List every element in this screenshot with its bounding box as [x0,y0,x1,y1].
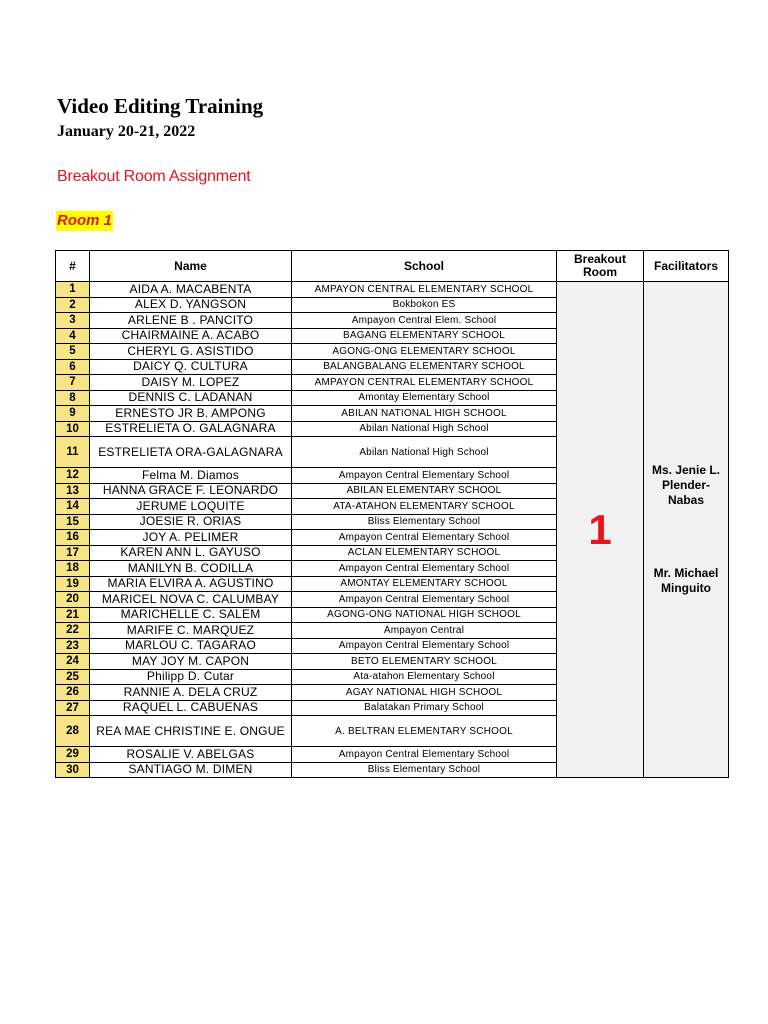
document-date: January 20-21, 2022 [57,123,196,140]
participant-name: JOESIE R. ORIAS [90,514,292,530]
participant-school: AGONG-ONG ELEMENTARY SCHOOL [292,344,557,360]
participant-name: CHAIRMAINE A. ACABO [90,328,292,344]
participant-name: ERNESTO JR B. AMPONG [90,406,292,422]
participant-name: JOY A. PELIMER [90,530,292,546]
row-number: 2 [56,297,90,313]
participant-name: RAQUEL L. CABUENAS [90,700,292,716]
participant-name: REA MAE CHRISTINE E. ONGUE [90,716,292,747]
row-number: 21 [56,607,90,623]
breakout-room-number: 1 [557,282,644,778]
participant-school: Bliss Elementary School [292,762,557,778]
participant-name: ESTRELIETA O. GALAGNARA [90,421,292,437]
participant-name: AIDA A. MACABENTA [90,282,292,298]
participant-school: Abilan National High School [292,437,557,468]
row-number: 11 [56,437,90,468]
row-number: 1 [56,282,90,298]
participant-school: Ampayon Central Elementary School [292,638,557,654]
row-number: 15 [56,514,90,530]
participant-school: Abilan National High School [292,421,557,437]
participant-name: MAY JOY M. CAPON [90,654,292,670]
row-number: 4 [56,328,90,344]
row-number: 25 [56,669,90,685]
participant-school: BALANGBALANG ELEMENTARY SCHOOL [292,359,557,375]
participant-name: MARLOU C. TAGARAO [90,638,292,654]
row-number: 7 [56,375,90,391]
document-title: Video Editing Training [57,94,264,118]
participant-school: AMPAYON CENTRAL ELEMENTARY SCHOOL [292,282,557,298]
participant-name: CHERYL G. ASISTIDO [90,344,292,360]
participant-school: ATA-ATAHON ELEMENTARY SCHOOL [292,499,557,515]
participant-name: SANTIAGO M. DIMEN [90,762,292,778]
row-number: 14 [56,499,90,515]
row-number: 8 [56,390,90,406]
header-num: # [56,251,90,282]
row-number: 22 [56,623,90,639]
row-number: 12 [56,468,90,484]
row-number: 9 [56,406,90,422]
participant-name: MANILYN B. CODILLA [90,561,292,577]
row-number: 16 [56,530,90,546]
row-number: 29 [56,747,90,763]
participant-name: DENNIS C. LADANAN [90,390,292,406]
participant-name: MARICEL NOVA C. CALUMBAY [90,592,292,608]
participant-school: Amontay Elementary School [292,390,557,406]
row-number: 23 [56,638,90,654]
participant-school: Ampayon Central Elementary School [292,747,557,763]
participant-name: DAISY M. LOPEZ [90,375,292,391]
table-row [56,282,729,298]
participant-school: Ampayon Central Elementary School [292,530,557,546]
participant-name: Felma M. Diamos [90,468,292,484]
header-school: School [292,251,557,282]
row-number: 10 [56,421,90,437]
participant-name: RANNIE A. DELA CRUZ [90,685,292,701]
participant-school: ABILAN NATIONAL HIGH SCHOOL [292,406,557,422]
row-number: 26 [56,685,90,701]
facilitator-spacer [644,508,728,566]
participant-school: Bokbokon ES [292,297,557,313]
room-label: Room 1 [57,212,113,229]
row-number: 27 [56,700,90,716]
row-number: 3 [56,313,90,329]
header-facilitators: Facilitators [644,251,729,282]
participant-school: AMPAYON CENTRAL ELEMENTARY SCHOOL [292,375,557,391]
participant-name: KAREN ANN L. GAYUSO [90,545,292,561]
participant-school: Ampayon Central [292,623,557,639]
table-body [56,282,729,778]
participant-school: Bliss Elementary School [292,514,557,530]
participant-name: JERUME LOQUITE [90,499,292,515]
breakout-heading: Breakout Room Assignment [57,168,251,185]
facilitator-name: Ms. Jenie L. Plender-Nabas [651,463,721,507]
header-breakout-room: Breakout Room [557,251,644,282]
participant-school: Ampayon Central Elementary School [292,561,557,577]
participant-name: MARICHELLE C. SALEM [90,607,292,623]
participant-school: BAGANG ELEMENTARY SCHOOL [292,328,557,344]
participant-school: A. BELTRAN ELEMENTARY SCHOOL [292,716,557,747]
participant-name: ESTRELIETA ORA-GALAGNARA [90,437,292,468]
participant-name: ALEX D. YANGSON [90,297,292,313]
participant-school: AGONG-ONG NATIONAL HIGH SCHOOL [292,607,557,623]
row-number: 28 [56,716,90,747]
participant-school: Ampayon Central Elem. School [292,313,557,329]
row-number: 20 [56,592,90,608]
row-number: 18 [56,561,90,577]
row-number: 19 [56,576,90,592]
participant-name: HANNA GRACE F. LEONARDO [90,483,292,499]
row-number: 24 [56,654,90,670]
participant-school: BETO ELEMENTARY SCHOOL [292,654,557,670]
participant-name: ARLENE B . PANCITO [90,313,292,329]
row-number: 13 [56,483,90,499]
facilitator-name: Mr. Michael Minguito [653,566,719,595]
row-number: 17 [56,545,90,561]
participant-school: AMONTAY ELEMENTARY SCHOOL [292,576,557,592]
participant-school: ACLAN ELEMENTARY SCHOOL [292,545,557,561]
participant-name: ROSALIE V. ABELGAS [90,747,292,763]
participant-school: Ata-atahon Elementary School [292,669,557,685]
participant-name: DAICY Q. CULTURA [90,359,292,375]
row-number: 6 [56,359,90,375]
participant-school: Ampayon Central Elementary School [292,592,557,608]
participant-school: AGAY NATIONAL HIGH SCHOOL [292,685,557,701]
participant-name: Philipp D. Cutar [90,669,292,685]
assignment-table [55,250,729,778]
participant-school: Ampayon Central Elementary School [292,468,557,484]
row-number: 30 [56,762,90,778]
table-header-row [56,251,729,282]
participant-name: MARIFE C. MARQUEZ [90,623,292,639]
participant-school: Balatakan Primary School [292,700,557,716]
participant-school: ABILAN ELEMENTARY SCHOOL [292,483,557,499]
facilitators-cell [644,282,729,778]
participant-name: MARIA ELVIRA A. AGUSTINO [90,576,292,592]
header-name: Name [90,251,292,282]
row-number: 5 [56,344,90,360]
